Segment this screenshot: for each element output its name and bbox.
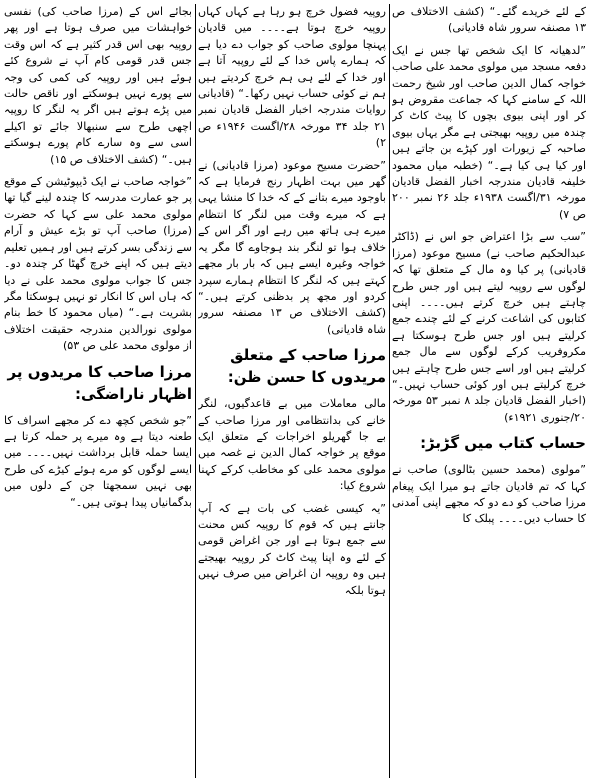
column-divider <box>195 4 196 778</box>
column-left <box>4 4 192 778</box>
column-divider <box>389 4 390 778</box>
column-right <box>392 4 586 778</box>
paragraph: ”مولوی (محمد حسین بٹالوی) صاحب نے کہا کہ تم قادیان جاتے ہو میرا ایک پیغام مرزا صاحب کو دے دو کہ مجھے اپنی آمدنی کا حساب دیں۔۔۔۔ پبلک کا <box>392 463 586 526</box>
paragraph: ”حضرت مسیح موعود (مرزا قادیانی) نے گھر میں بہت اظہار رنج فرمایا ہے کہ باوجود میرے بتانے کے کہ خدا کا منشا یہی ہے کہ میرے وقت میں لنگر کا انتظام میرے ہی ہاتھ میں رہے اور اگر اس کے خلاف ہوا تو لنگر بند ہوجاوے گا مگر یہ خواجہ وغیرہ ایسے ہیں کہ بار بار مجھے کہتے ہیں کہ لنگر کا انتظام ہمارے سپرد کردو اور مجھ پر بدظنی کرتے ہیں۔“ (کشف الاختلاف ص ۱۳ مصنفہ سرور شاہ قادیانی) <box>198 158 386 336</box>
paragraph: مالی معاملات میں بے قاعدگیوں، لنگر خانے کی بدانتظامی اور مرزا صاحب کے بے جا گھریلو اخراجات کے متعلق ایک موقع پر خواجہ کمال الدین نے غصہ میں مولوی محمد علی کو مخاطب کرکے کہنا شروع کیا: <box>198 397 386 493</box>
paragraph: ”خواجہ صاحب نے ایک ڈیپوٹیشن کے موقع پر جو عمارت مدرسہ کا چندہ لینے گیا تھا مولوی محمد علی سے کہا کہ حضرت (مرزا) صاحب آپ تو بڑے عیش و آرام سے زندگی بسر کرتے ہیں اور ہمیں تعلیم دیتے ہیں کہ اپنے خرچ گھٹا کر چندہ دو۔ جس کا جواب مولوی محمد علی نے دیا کہ ہاں اس کا انکار تو نہیں ہوسکتا مگر بشریت ہے۔“ (میاں محمود کا خط بنام مولوی نورالدین مندرجہ حقیقت اختلاف از مولوی محمد علی ص ۵۳) <box>4 175 192 353</box>
paragraph: روپیہ فضول خرچ ہو رہا ہے کہاں کہاں روپیہ خرچ ہوتا ہے۔۔۔۔ میں قادیان پہنچا مولوی صاحب کو جواب دے دیا ہے کہ ہمارے پاس خدا کے لئے روپیہ آتا ہے اور خدا کے لئے ہی ہم خرچ کردیتے ہیں ہم نے کوئی حساب نہیں رکھا۔“ (قادیانی روایات مندرجہ اخبار الفضل قادیان نمبر ۲۱ جلد ۳۴ مورخہ ۲۸/اگست ۱۹۴۶ء ص ۲) <box>198 5 386 150</box>
column-middle <box>198 4 386 778</box>
section-heading: حساب کتاب میں گڑبڑ: <box>420 434 586 453</box>
section-heading: مرزا صاحب کا مریدوں پر اظہار ناراضگی: <box>7 362 192 403</box>
paragraph: ”لدھیانہ کا ایک شخص تھا جس نے ایک دفعہ مسجد میں مولوی محمد علی صاحب خواجہ کمال الدین صاحب اور شیخ رحمت اللہ کے سامنے کہا کہ جماعت مقروض ہو کر اور اپنی بیوی بچوں کا پیٹ کاٹ کر چندہ میں روپیہ بھیجتی ہے مگر یہاں بیوی صاحبہ کے زیورات اور کپڑے بن جاتے ہیں اور کیا ہی کیا ہے۔“ (خطبہ میاں محمود خلیفہ قادیان مندرجہ اخبار الفضل قادیان مورخہ ۳۱/اگست ۱۹۳۸ء جلد ۲۶ نمبر ۲۰۰ ص ۷) <box>392 43 586 221</box>
paragraph: کے لئے خریدے گئے۔“ (کشف الاختلاف ص ۱۳ مصنفہ سرور شاہ قادیانی) <box>392 5 586 35</box>
paragraph: بجائے اس کے (مرزا صاحب کی) نفسی خواہشات میں صرف ہوتا ہے اور پھر روپیہ بھی اس قدر کثیر ہے کہ اس وقت جس قدر قومی کام آپ نے شروع کئے ہوئے ہیں اور روپیہ کی کمی کی وجہ سے پورے نہیں ہوسکتے اور ناقص حالت میں پڑے ہوتے ہیں اگر یہ لنگر کا روپیہ اچھی طرح سے سنبھالا جائے تو اکیلے اسی سے وہ سارے کام پورے ہوسکتے ہیں۔“ (کشف الاختلاف ص ۱۵) <box>4 5 192 166</box>
paragraph: ”جو شخص کچھ دے کر مجھے اسراف کا طعنہ دیتا ہے وہ میرے پر حملہ کرتا ہے ایسا حملہ قابل برداشت نہیں۔۔۔۔ میں ایسے لوگوں کو مرے ہوئے کیڑے کی طرح بھی نہیں سمجھتا جن کے دلوں میں بدگمانیاں پیدا ہوتی ہیں۔“ <box>4 413 192 509</box>
paragraph: ”یہ کیسی غضب کی بات ہے کہ آپ جانتے ہیں کہ قوم کا روپیہ کس محنت سے جمع ہوتا ہے اور جن اغراض قومی کے لئے وہ اپنا پیٹ کاٹ کر روپیہ بھیجتے ہیں وہ روپیہ ان اغراض میں صرف نہیں ہوتا بلکہ <box>198 501 386 597</box>
section-heading: مرزا صاحب کے متعلق مریدوں کا حسن ظن: <box>227 346 386 387</box>
paragraph: ”سب سے بڑا اعتراض جو اس نے (ڈاکٹر عبدالحکیم صاحب نے) مسیح موعود (مرزا قادیانی) پر کیا وہ مال کے متعلق تھا کہ لوگوں سے روپیہ لیتے ہیں اور جس طرح چاہتے ہیں خرچ کرتے ہیں۔۔۔۔ اپنی کتابوں کی اشاعت کرنے کے لئے چندے جمع کرلیتے ہیں اور جس طرح ہوسکتا ہے مکروفریب کرکے لوگوں سے مال جمع کرلیتے ہیں اور اسے جس طرح چاہتے ہیں خرچ کرلیتے ہیں اور کوئی حساب نہیں۔“ (اخبار الفضل قادیان جلد ۸ نمبر ۵۳ مورخہ ۲۰/جنوری ۱۹۲۱ء) <box>392 230 586 424</box>
